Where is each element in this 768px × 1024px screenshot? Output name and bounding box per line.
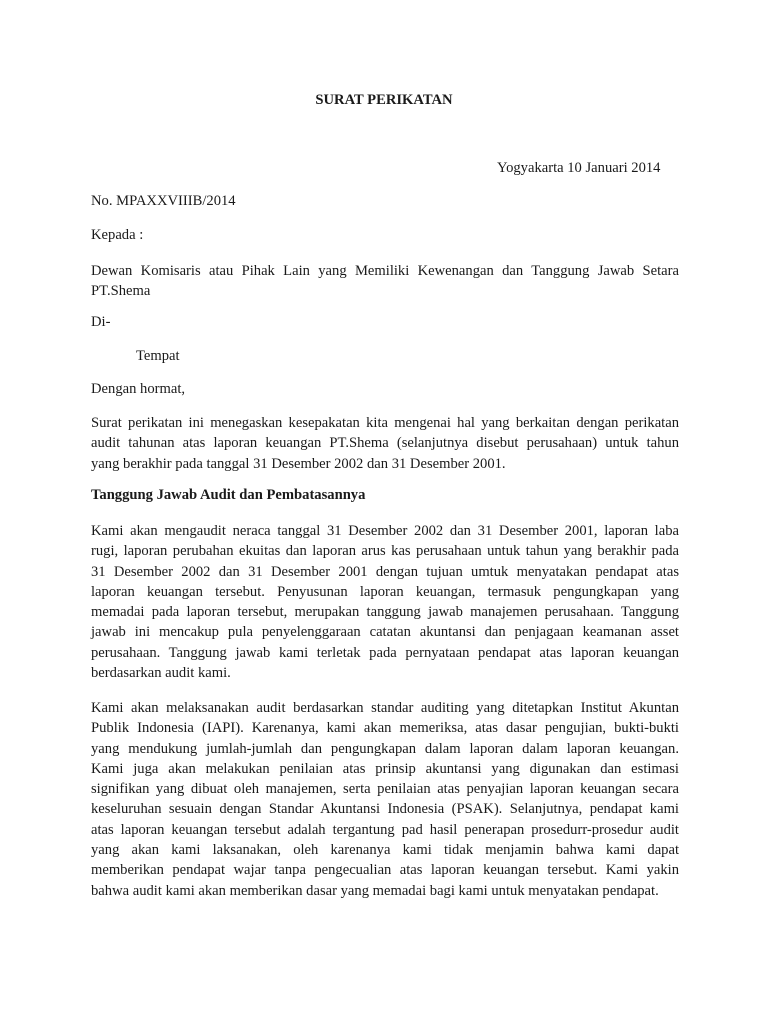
text-line: 31 Desember 2002 dan 31 Desember 2001 dengan tujuan umtuk menyatakan pendapat atas (91, 563, 679, 580)
text-line: Kami akan melaksanakan audit berdasarkan standar auditing yang ditetapkan Institut Akuntan (91, 700, 679, 716)
to-label: Kepada : (91, 227, 144, 243)
paragraph-2 (91, 698, 679, 901)
text-line: perusahaan. Tanggung jawab kami terletak pada pernyataan pendapat atas laporan keuangan (91, 644, 679, 661)
at-label: Di- (91, 314, 111, 330)
text-line: berdasarkan audit kami. (91, 665, 231, 682)
recipient-line: PT.Shema (91, 283, 151, 300)
text-line: jawab ini mencakup pula penyelenggaraan catatan akuntansi dan penjagaan keamanan asset (91, 624, 679, 641)
paragraph-1 (91, 521, 679, 683)
text-line: yang berakhir pada tanggal 31 Desember 2002 dan 31 Desember 2001. (91, 455, 506, 472)
text-line: yang mendukung jumlah-jumlah dan pengungkapan dalam laporan dalam laporan keuangan. (91, 740, 679, 757)
text-line: atas laporan keuangan tersebut adalah tergantung pad hasil penerapan prosedurr-prosedur audit (91, 821, 679, 838)
section-heading: Tanggung Jawab Audit dan Pembatasannya (91, 487, 366, 503)
recipient-line: Dewan Komisaris atau Pihak Lain yang Memiliki Kewenangan dan Tanggung Jawab Setara (91, 263, 679, 279)
text-line: signifikan yang dibuat oleh manajemen, serta penilaian atas penyajian laporan keuangan secara (91, 781, 679, 798)
text-line: Kami juga akan melakukan penilaian atas prinsip akuntansi yang digunakan dan estimasi (91, 760, 679, 777)
letter-number: No. MPAXXVIIIB/2014 (91, 193, 236, 209)
text-line: memberikan pendapat wajar tanpa pengecualian atas laporan keuangan tersebut. Kami yakin (91, 862, 679, 879)
letter-title: SURAT PERIKATAN (315, 92, 453, 108)
text-line: audit tahunan atas laporan keuangan PT.Shema (selanjutnya disebut perusahaan) untuk tahun (91, 435, 679, 452)
text-line: Publik Indonesia (IAPI). Karenanya, kami akan memeriksa, atas dasar pengujian, bukti-bukti (91, 720, 679, 737)
text-line: Surat perikatan ini menegaskan kesepakatan kita mengenai hal yang berkaitan dengan perikatan (91, 415, 679, 431)
place-date: Yogyakarta 10 Januari 2014 (497, 160, 661, 176)
text-line: yang akan kami laksanakan, oleh karenanya kami tidak menjamin bahwa kami dapat (91, 842, 679, 859)
text-line: rugi, laporan perubahan ekuitas dan laporan arus kas perusahaan untuk tahun yang berakhir pada (91, 543, 679, 560)
greeting: Dengan hormat, (91, 381, 186, 397)
intro-paragraph (91, 413, 679, 474)
text-line: memadai pada laporan tersebut, merupakan tanggung jawab manajemen perusahaan. Tanggung (91, 604, 679, 621)
text-line: keseluruhan sesuain dengan Standar Akuntansi Indonesia (PSAK). Selanjutnya, pendapat kami (91, 801, 679, 818)
place-text: Tempat (136, 348, 180, 364)
recipient-block (91, 261, 679, 302)
text-line: Kami akan mengaudit neraca tanggal 31 Desember 2002 dan 31 Desember 2001, laporan laba (91, 523, 679, 539)
text-line: bahwa audit kami akan memberikan dasar yang memadai bagi kami untuk menyatakan pendapat. (91, 882, 659, 899)
text-line: laporan keuangan tersebut. Penyusunan laporan keuangan, termasuk pengungkapan yang (91, 583, 679, 600)
